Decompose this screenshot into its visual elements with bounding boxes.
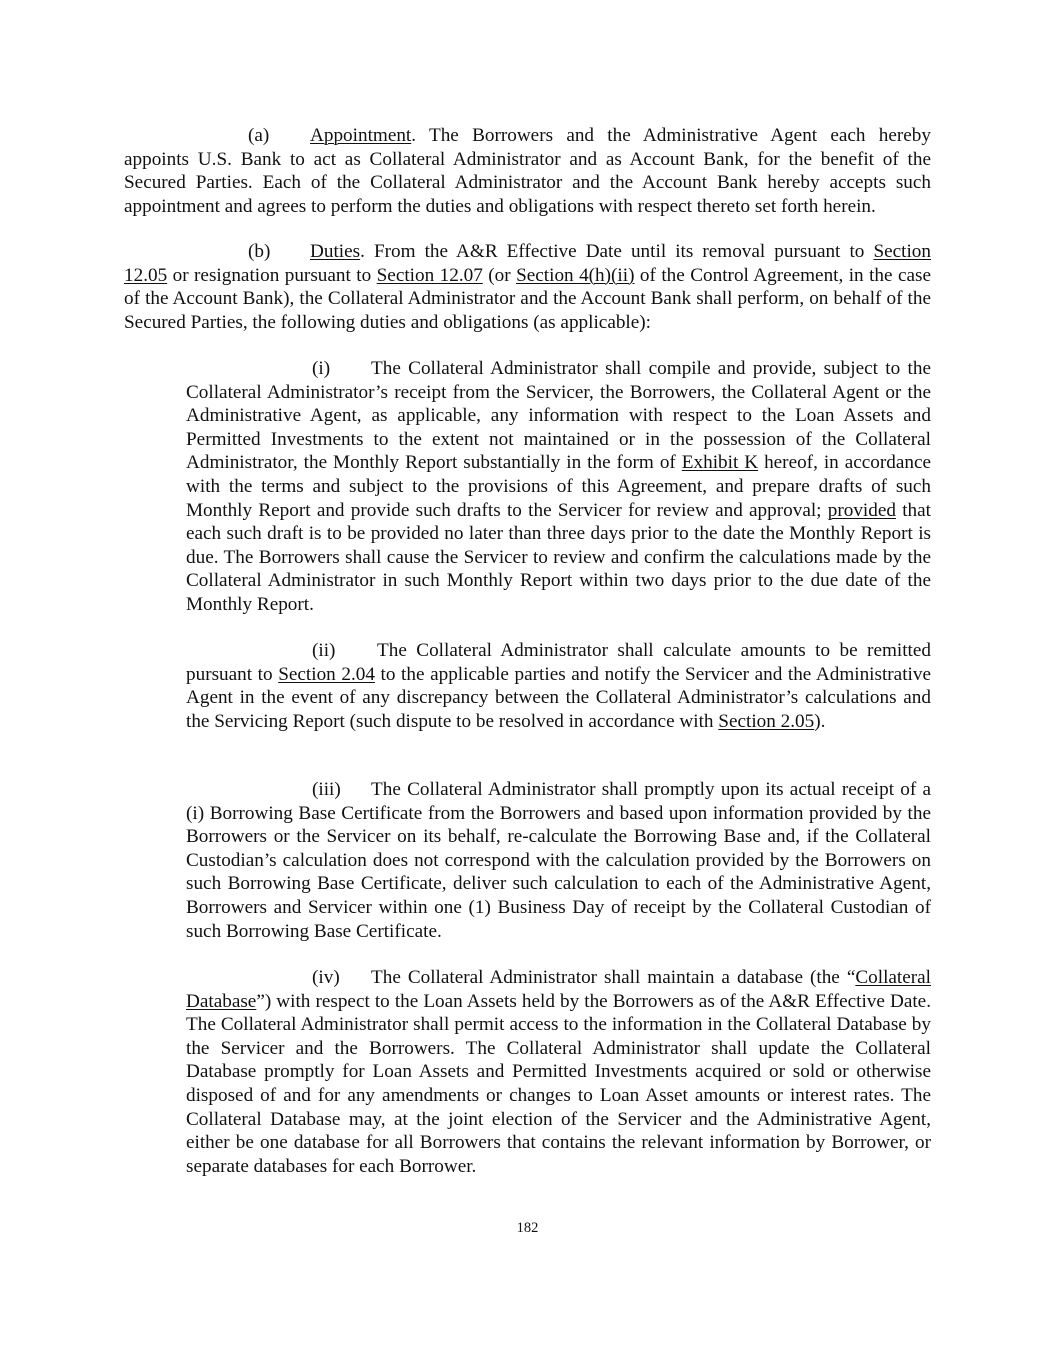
cross-reference-section-4-h-ii[interactable]: Section 4(h)(ii) [516,264,635,286]
cross-reference-exhibit-k[interactable]: Exhibit K [681,452,759,474]
paragraph-text: of the Control Agreement, in the case of the Account Bank), the Collateral Administrator and the Account Bank shall perform, on behalf of the Secured Parties, the following duties and obligations (as applicable): [124,264,931,333]
cross-reference-section-2-05[interactable]: Section 2.05 [718,710,815,732]
paragraph-text: ”) with respect to the Loan Assets held by the Borrowers as of the A&R Effective Date. The Collateral Administrator shall permit access to the information in the Collateral Database by the Servicer and the Borrowers. The Collateral Administrator shall update the Collateral Database promptly for Loan Assets and Permitted Investments acquired or sold or otherwise disposed of and for any amendments or changes to Loan Asset amounts or interest rates. The Collateral Database may, at the joint election of the Servicer and the Administrative Agent, either be one database for all Borrowers that contains the relevant information by Borrower, or separate databases for each Borrower. [186,990,931,1177]
paragraph-iv-collateral-database [186,966,931,1178]
paragraph-a-appointment [124,124,931,218]
paragraph-text: . The Borrowers and the Administrative Agent each hereby appoints U.S. Bank to act as Collateral Administrator and as Account Bank, for the benefit of the Secured Parties. Each of the Collateral Administrator and the Account Bank hereby accepts such appointment and agrees to perform the duties and obligations with respect thereto set forth herein. [124,125,931,217]
paragraph-b-duties [124,240,931,334]
paragraph-marker: (b) [248,241,271,262]
paragraph-ii-remittance [186,639,931,733]
term-provided: provided [827,499,896,521]
paragraph-text: hereof, in accordance with the terms and subject to the provisions of this Agreement, and prepare drafts of such Monthly Report and provide such drafts to the Servicer for review and approval; [186,452,931,521]
paragraph-iii-borrowing-base [186,778,931,943]
paragraph-i-monthly-report [186,357,931,617]
paragraph-text: ). [814,710,826,732]
paragraph-text: or resignation pursuant to [167,264,377,286]
page-number: 182 [516,1220,539,1236]
paragraph-text: that each such draft is to be provided no later than three days prior to the date the Monthly Report is due. The Borrowers shall cause the Servicer to review and confirm the calculations made by the Collateral Administrator in such Monthly Report within two days prior to the due date of the Monthly Report. [186,499,931,615]
paragraph-marker: (a) [248,125,270,146]
paragraph-text: (or [482,264,517,286]
cross-reference-section-12-07[interactable]: Section 12.07 [376,264,483,286]
paragraph-marker: (ii) [312,640,336,661]
paragraph-marker: (iii) [312,779,341,800]
paragraph-text: The Collateral Administrator shall maintain a database (the “ [371,967,856,988]
paragraph-text: to the applicable parties and notify the Servicer and the Administrative Agent in the event of any discrepancy between the Collateral Administrator’s calculations and the Servicing Report (such dispute to be resolved in accordance with [186,663,931,732]
paragraph-marker: (iv) [312,967,340,988]
heading-duties: Duties [310,241,361,262]
paragraph-text: . From the A&R Effective Date until its removal pursuant to [360,241,874,262]
cross-reference-section-2-04[interactable]: Section 2.04 [278,663,375,685]
paragraph-text: The Collateral Administrator shall promptly upon its actual receipt of a (i) Borrowing Base Certificate from the Borrowers and based upon information provided by the Borrowers or the Servicer on its behalf, re-calculate the Borrowing Base and, if the Collateral Custodian’s calculation does not correspond with the calculation provided by the Borrowers on such Borrowing Base Certificate, deliver such calculation to each of the Administrative Agent, Borrowers and Servicer within one (1) Business Day of receipt by the Collateral Custodian of such Borrowing Base Certificate. [186,779,931,942]
heading-appointment: Appointment [310,125,412,146]
paragraph-text: The Collateral Administrator shall calculate amounts to be remitted pursuant to [186,640,931,685]
paragraph-marker: (i) [312,358,331,379]
term-collateral-database: Collateral Database [186,967,931,1012]
cross-reference-section-12-05[interactable]: Section 12.05 [124,241,931,286]
paragraph-text: The Collateral Administrator shall compile and provide, subject to the Collateral Administrator’s receipt from the Servicer, the Borrowers, the Collateral Agent or the Administrative Agent, as applicable, any information with respect to the Loan Assets and Permitted Investments to the extent not maintained or in the possession of the Collateral Administrator, the Monthly Report substantially in the form of [186,358,931,474]
